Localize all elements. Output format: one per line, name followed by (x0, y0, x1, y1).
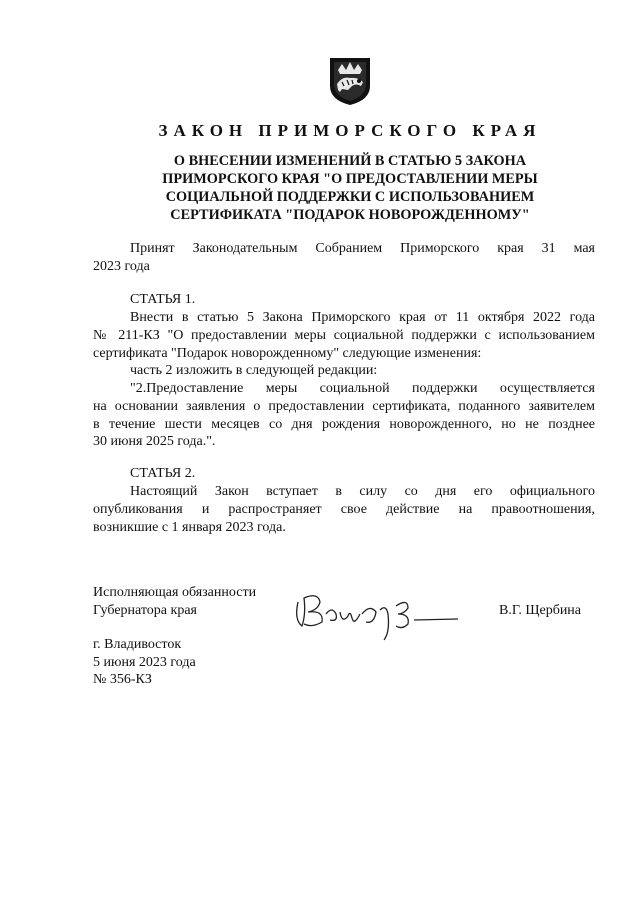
article-2-line: опубликования и распространяет свое действие на правоотношения, (93, 502, 595, 517)
article-1-quote-line: 30 июня 2025 года.". (93, 434, 216, 449)
subtitle-line: СОЦИАЛЬНОЙ ПОДДЕРЖКИ С ИСПОЛЬЗОВАНИЕМ (165, 189, 535, 205)
article-1-quote-line: на основании заявления о предоставлении сертификата, поданного заявителем (93, 399, 595, 414)
subtitle-line: СЕРТИФИКАТА "ПОДАРОК НОВОРОЖДЕННОМУ" (170, 207, 530, 223)
article-1-line: № 211-КЗ "О предоставлении меры социальной поддержки с использованием (93, 328, 595, 343)
primorsky-krai-coat-of-arms-icon (328, 56, 372, 106)
article-2-line: возникшие с 1 января 2023 года. (93, 520, 286, 535)
article-2-heading: СТАТЬЯ 2. (130, 466, 196, 481)
article-1-line: Внести в статью 5 Закона Приморского края от 11 октября 2022 года (130, 310, 595, 325)
law-number: № 356-КЗ (93, 672, 152, 687)
handwritten-signature (290, 584, 460, 644)
law-title: ЗАКОН ПРИМОРСКОГО КРАЯ (158, 121, 542, 140)
article-1-quote-line: "2.Предоставление меры социальной поддержки осуществляется (130, 381, 595, 396)
article-1-line: сертификата "Подарок новорожденному" следующие изменения: (93, 346, 482, 361)
article-2-line: Настоящий Закон вступает в силу со дня его официального (130, 484, 595, 499)
signatory-position-line-2: Губернатора края (93, 603, 197, 618)
city: г. Владивосток (93, 637, 182, 652)
adoption-line-1: Принят Законодательным Собранием Приморского края 31 мая (130, 241, 595, 256)
signing-date: 5 июня 2023 года (93, 655, 196, 670)
subtitle-line: О ВНЕСЕНИИ ИЗМЕНЕНИЙ В СТАТЬЮ 5 ЗАКОНА (173, 153, 527, 169)
article-1-quote-line: в течение шести месяцев со дня рождения новорожденного, но не позднее (93, 417, 595, 432)
article-1-change: часть 2 изложить в следующей редакции: (130, 363, 378, 378)
signatory-position-line-1: Исполняющая обязанности (93, 585, 257, 600)
subtitle-line: ПРИМОРСКОГО КРАЯ "О ПРЕДОСТАВЛЕНИИ МЕРЫ (162, 171, 538, 187)
article-1-heading: СТАТЬЯ 1. (130, 292, 196, 307)
adoption-line-2: 2023 года (93, 259, 150, 274)
signatory-name: В.Г. Щербина (499, 603, 582, 618)
law-subtitle (130, 152, 570, 224)
